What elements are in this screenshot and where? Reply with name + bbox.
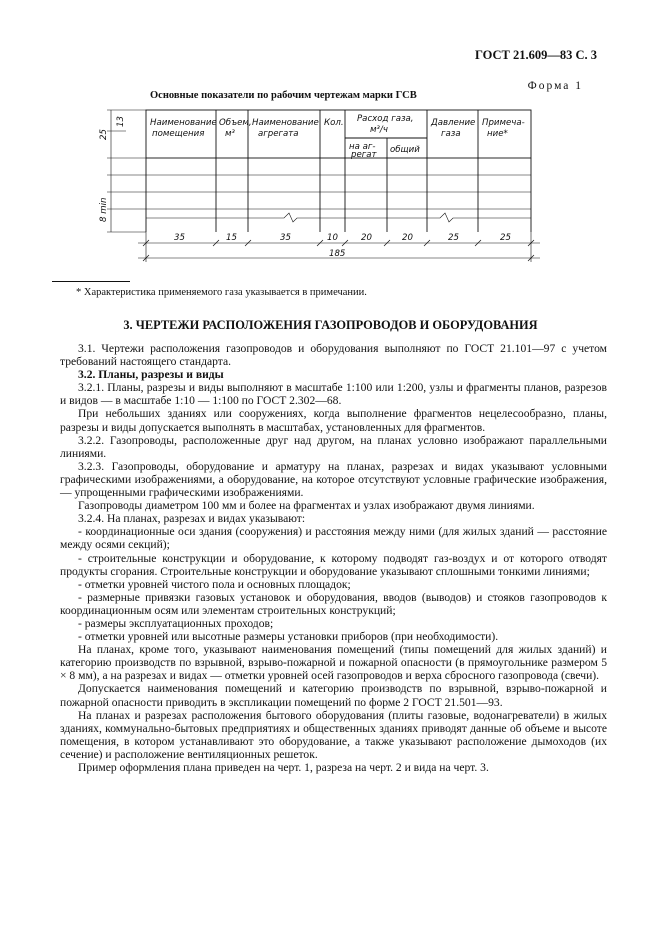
col-pressure-2: газа bbox=[441, 129, 461, 139]
table-title: Основные показатели по рабочим чертежам марки ГСВ bbox=[150, 90, 417, 101]
section-title: 3. ЧЕРТЕЖИ РАСПОЛОЖЕНИЯ ГАЗОПРОВОДОВ И ОБОРУДОВАНИЯ bbox=[123, 318, 538, 332]
col-note-2: ние* bbox=[487, 129, 508, 139]
dim-width-5: 20 bbox=[361, 233, 372, 243]
list-item: - координационные оси здания (сооружения) и расстояния между ними (для жилых зданий — расстояние между осями секций); bbox=[60, 525, 607, 552]
col-gas-flow-unit-2: регат bbox=[351, 150, 377, 160]
col-gas-flow-2: м³/ч bbox=[370, 125, 388, 135]
list-item: - отметки уровней чистого пола и основных площадок; bbox=[78, 577, 351, 591]
subsection-title: 3.2. Планы, разрезы и виды bbox=[78, 368, 224, 382]
paragraph: Газопроводы диаметром 100 мм и более на фрагментах и узлах изображают двумя линиями. bbox=[78, 499, 535, 513]
list-item: - строительные конструкции и оборудование, к которому подводят газ-воздух и от которого отводят продукты сгорания. Строительные конструкции и оборудование указывают сплошными тонкими линиями; bbox=[60, 551, 607, 578]
paragraph: При небольших зданиях или сооружениях, когда выполнение фрагментов нецелесообразно, планы, разрезы и виды допускается выполнять в масштабах, установленных для фрагментов. bbox=[60, 407, 607, 434]
col-unit-name-1: Наименование bbox=[252, 118, 319, 128]
col-quantity: Кол. bbox=[324, 118, 344, 128]
paragraph: Пример оформления плана приведен на черт. 1, разреза на черт. 2 и вида на черт. 3. bbox=[78, 761, 489, 774]
footnote: * Характеристика применяемого газа указывается в примечании. bbox=[76, 287, 367, 298]
list-item: - отметки уровней или высотные размеры установки приборов (при необходимости). bbox=[78, 630, 499, 644]
paragraph: 3.2.4. На планах, разрезах и видах указывают: bbox=[78, 512, 306, 526]
dim-width-3: 35 bbox=[280, 233, 291, 243]
paragraph: На планах, кроме того, указывают наименования помещений (типы помещений для жилых зданий) и категорию производств по взрывной, взрыво-пожарной и пожарной опасности (в прямоугольнике размером 5 × 8 мм), а на разрезах и видах — отметки уровней осей газопроводов и верха сбросного газопровода (свечи). bbox=[60, 643, 607, 683]
dim-width-7: 25 bbox=[448, 233, 459, 243]
col-gas-flow-unit-1: на аг- bbox=[349, 142, 376, 152]
col-room-name-1: Наименование bbox=[150, 118, 217, 128]
dim-header-sub: 13 bbox=[116, 116, 126, 127]
list-item: - размерные привязки газовых установок и оборудования, вводов (выводов) и стояков газопроводов к координационным осям или элементам строительных конструкций; bbox=[60, 590, 607, 617]
dim-width-6: 20 bbox=[402, 233, 413, 243]
page-header: ГОСТ 21.609—83 С. 3 bbox=[474, 48, 597, 62]
dim-width-1: 35 bbox=[174, 233, 185, 243]
dim-width-4: 10 bbox=[327, 233, 338, 243]
col-gas-flow-total: общий bbox=[390, 145, 420, 155]
col-gas-flow-1: Расход газа, bbox=[357, 114, 414, 124]
dim-total-width: 185 bbox=[329, 249, 346, 259]
paragraph: 3.2.1. Планы, разрезы и виды выполняют в масштабе 1:100 или 1:200, узлы и фрагменты планов, разрезов и видов — в масштабе 1:10 — 1:100 по ГОСТ 2.302—68. bbox=[60, 381, 607, 408]
footnote-rule bbox=[52, 281, 130, 282]
dim-width-8: 25 bbox=[500, 233, 511, 243]
col-unit-name-2: агрегата bbox=[258, 129, 299, 139]
paragraph: На планах и разрезах расположения бытового оборудования (плиты газовые, водонагреватели) в жилых зданиях, коммунально-бытовых предприятиях и общественных зданиях приводят данные об объеме и высоте помещения, в котором устанавливают это оборудование, а также указывают расположение дымоходов (их сечение) и расположение вентиляционных решеток. bbox=[60, 708, 607, 761]
body-text bbox=[60, 342, 607, 774]
paragraph: 3.2.2. Газопроводы, расположенные друг над другом, на планах условно изображают параллельными линиями. bbox=[60, 433, 607, 460]
dim-header-height: 25 bbox=[99, 129, 109, 140]
list-item: - размеры эксплуатационных проходов; bbox=[78, 616, 274, 630]
col-volume-1: Объем, bbox=[219, 118, 252, 128]
dim-row-height: 8 min bbox=[99, 197, 109, 222]
form-drawing bbox=[0, 0, 661, 280]
col-room-name-2: помещения bbox=[152, 129, 205, 139]
paragraph: Допускается наименования помещений и категорию производств по взрывной, взрыво-пожарной и пожарной опасности приводить в экспликации помещений по форме 2 ГОСТ 21.501—93. bbox=[60, 682, 607, 709]
form-label: Форма 1 bbox=[527, 80, 583, 92]
paragraph: 3.2.3. Газопроводы, оборудование и арматуру на планах, разрезах и видах указывают условными графическими изображениями, а оборудование, на которое отсутствуют условные графические изображения, — упрощенными графическими изображениями. bbox=[60, 459, 607, 500]
dim-width-2: 15 bbox=[226, 233, 237, 243]
col-pressure-1: Давление bbox=[431, 118, 476, 128]
col-volume-2: м³ bbox=[225, 129, 235, 139]
col-note-1: Примеча- bbox=[482, 118, 525, 128]
paragraph: 3.1. Чертежи расположения газопроводов и оборудования выполняют по ГОСТ 21.101—97 с учетом требований настоящего стандарта. bbox=[60, 342, 607, 369]
